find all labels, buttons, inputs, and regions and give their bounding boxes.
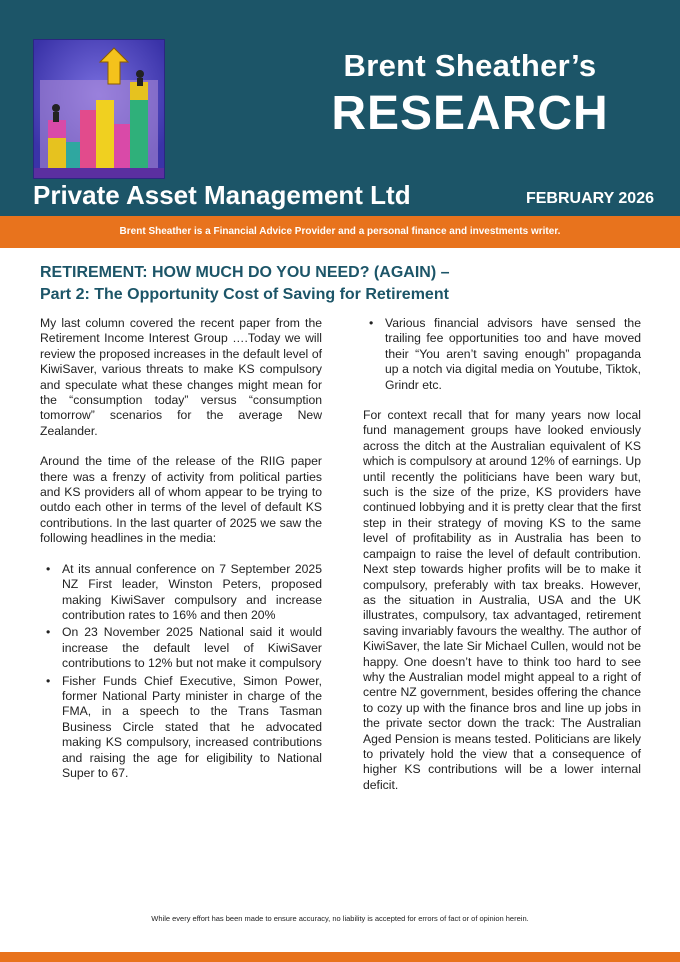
brand-title: RESEARCH bbox=[331, 87, 609, 140]
paragraph: Around the time of the release of the RIIG paper there was a frenzy of activity from political parties and KS providers all of whom appear to be trying to outdo each other in terms of the level of default KS contributions. In the last quarter of 2025 we saw the following headlines in the media: bbox=[40, 454, 322, 546]
right-column bbox=[363, 316, 641, 808]
issue-date: FEBRUARY 2026 bbox=[525, 190, 654, 207]
title-line-1: RETIREMENT: HOW MUCH DO YOU NEED? (AGAIN) – bbox=[40, 264, 450, 281]
list-item: • Various financial advisors have sensed the trailing fee opportunities too and have moved their “You aren’t saving enough” propaganda up a notch via digital media on Youtube, Tiktok, Grindr etc. bbox=[385, 316, 641, 393]
article-title bbox=[40, 262, 660, 306]
paragraph: For context recall that for many years now local fund management groups have looked enviously across the ditch at the Australian equivalent of KS which is compulsory at around 12% of earnings. Up until recently the politicians have been wary but, such is the size of the prize, KS providers have continued lobbying and it is pretty clear that the first step in their strategy of moving KS to the same level of profitability as in Australia has been to campaign to raise the level of default contribution. Next step towards higher profits will be to make it compulsory, preferably with tax breaks. However, as the situation in Australia, USA and the UK illustrates, compulsory, tax advantaged, retirement saving invariably favours the wealthy. The author of KiwiSaver, the late Sir Michael Cullen, would not be happy. One doesn’t have to think too hard to see why the Australian model might appeal to a right of centre NZ government, besides offering the chance to cozy up with the finance bros and line up jobs in the private sector down the track: The Australian Aged Pension is means tested. Politicians are likely to privately hold the view that a consequence of higher KS contributions will be a lower internal deficit. bbox=[363, 408, 641, 792]
list-item: • At its annual conference on 7 September 2025 NZ First leader, Winston Peters, proposed making KiwiSaver compulsory and increase contribution rates to 16% and then 20% bbox=[62, 562, 322, 624]
disclaimer: While every effort has been made to ensure accuracy, no liability is accepted for errors of fact or of opinion herein. bbox=[151, 914, 529, 923]
list-item: • On 23 November 2025 National said it would increase the default level of KiwiSaver contributions to 12% but not make it compulsory bbox=[62, 625, 322, 671]
headline-list bbox=[363, 316, 641, 393]
masthead bbox=[0, 0, 680, 216]
left-column bbox=[40, 316, 322, 796]
headline-list bbox=[40, 562, 322, 782]
company-name: Private Asset Management Ltd bbox=[33, 180, 411, 210]
author-banner: Brent Sheather is a Financial Advice Provider and a personal finance and investments writer. bbox=[0, 216, 680, 248]
growth-blocks-logo-icon bbox=[33, 39, 165, 179]
title-line-2: Part 2: The Opportunity Cost of Saving for Retirement bbox=[40, 286, 449, 303]
list-item: • Fisher Funds Chief Executive, Simon Power, former National Party minister in charge of the FMA, in a speech to the Trans Tasman Business Circle stated that he advocated making KS compulsory, increased contributions and raising the age for eligibility to National Super to 67. bbox=[62, 674, 322, 782]
brand-line: Brent Sheather’s bbox=[343, 48, 597, 83]
paragraph: My last column covered the recent paper from the Retirement Income Interest Group ….Today we will review the proposed increases in the default level of KiwiSaver, various threats to make KS compulsory and speculate what these changes might mean for the “consumption today” versus “consumption tomorrow” scenarios for the average New Zealander. bbox=[40, 316, 322, 438]
footer-bar bbox=[0, 952, 680, 962]
